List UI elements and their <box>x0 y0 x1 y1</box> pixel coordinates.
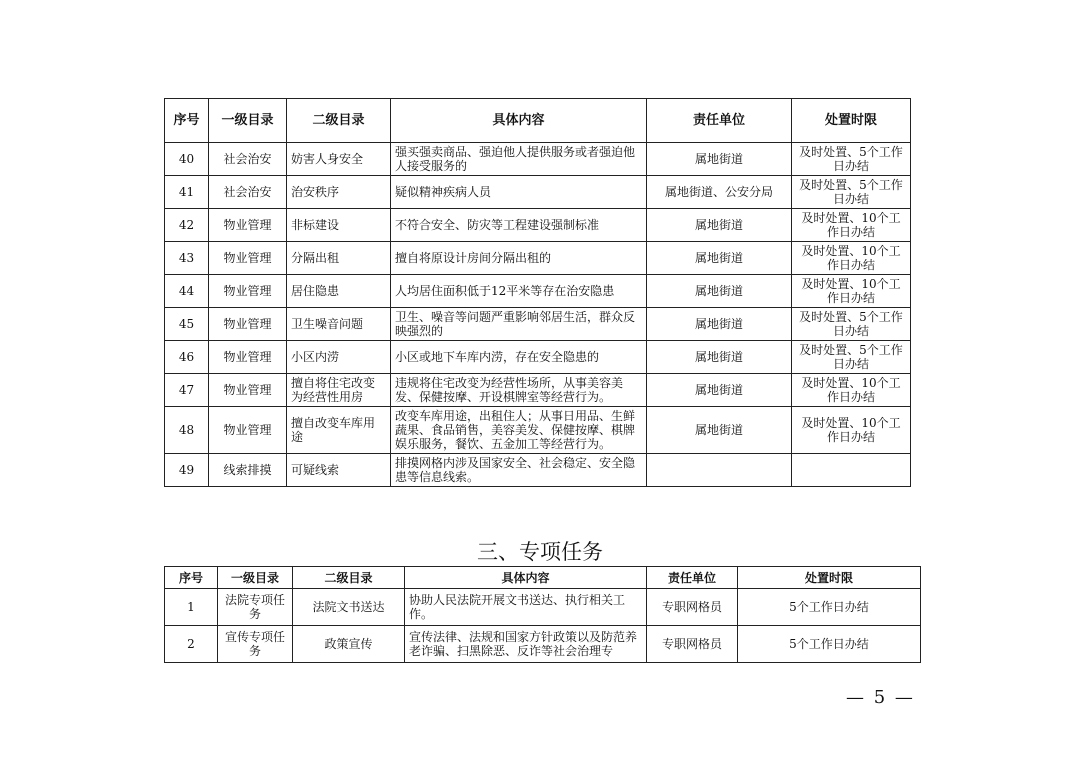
cell-level2: 卫生噪音问题 <box>287 308 391 341</box>
cell-deadline: 及时处置、5个工作日办结 <box>792 341 911 374</box>
header-deadline: 处置时限 <box>792 99 911 143</box>
header-content: 具体内容 <box>405 567 647 589</box>
cell-unit: 属地街道 <box>647 374 792 407</box>
table-header-row <box>165 567 921 589</box>
table-row <box>165 407 911 454</box>
cell-deadline: 及时处置、10个工作日办结 <box>792 242 911 275</box>
cell-deadline: 及时处置、10个工作日办结 <box>792 275 911 308</box>
cell-deadline: 及时处置、10个工作日办结 <box>792 374 911 407</box>
cell-level2: 居住隐患 <box>287 275 391 308</box>
cell-level1: 法院专项任务 <box>218 589 293 626</box>
header-no: 序号 <box>165 99 209 143</box>
cell-unit: 属地街道 <box>647 341 792 374</box>
cell-unit: 属地街道 <box>647 275 792 308</box>
cell-content: 协助人民法院开展文书送达、执行相关工作。 <box>405 589 647 626</box>
cell-deadline <box>792 454 911 487</box>
table-row <box>165 143 911 176</box>
table-row <box>165 589 921 626</box>
table-row <box>165 308 911 341</box>
header-level2: 二级目录 <box>287 99 391 143</box>
table-row <box>165 626 921 663</box>
cell-level1: 社会治安 <box>209 176 287 209</box>
cell-level2: 治安秩序 <box>287 176 391 209</box>
cell-no: 1 <box>165 589 218 626</box>
cell-level2: 政策宣传 <box>293 626 405 663</box>
cell-deadline: 及时处置、10个工作日办结 <box>792 407 911 454</box>
cell-unit: 专职网格员 <box>647 589 738 626</box>
cell-unit: 专职网格员 <box>647 626 738 663</box>
cell-level1: 物业管理 <box>209 341 287 374</box>
cell-content: 人均居住面积低于12平米等存在治安隐患 <box>391 275 647 308</box>
task-table <box>164 98 911 487</box>
cell-content: 疑似精神疾病人员 <box>391 176 647 209</box>
cell-no: 47 <box>165 374 209 407</box>
header-no: 序号 <box>165 567 218 589</box>
cell-level1: 物业管理 <box>209 275 287 308</box>
cell-level2: 小区内涝 <box>287 341 391 374</box>
cell-no: 41 <box>165 176 209 209</box>
header-level1: 一级目录 <box>209 99 287 143</box>
cell-level1: 社会治安 <box>209 143 287 176</box>
cell-content: 改变车库用途，出租住人；从事日用品、生鲜蔬果、食品销售，美容美发、保健按摩、棋牌娱乐服务，餐饮、五金加工等经营行为。 <box>391 407 647 454</box>
cell-content: 小区或地下车库内涝，存在安全隐患的 <box>391 341 647 374</box>
cell-level2: 法院文书送达 <box>293 589 405 626</box>
cell-level2: 非标建设 <box>287 209 391 242</box>
cell-no: 44 <box>165 275 209 308</box>
cell-content: 排摸网格内涉及国家安全、社会稳定、安全隐患等信息线索。 <box>391 454 647 487</box>
table-row <box>165 374 911 407</box>
page-number: — 5 — <box>846 687 915 708</box>
cell-deadline: 5个工作日办结 <box>738 589 921 626</box>
header-unit: 责任单位 <box>647 567 738 589</box>
header-unit: 责任单位 <box>647 99 792 143</box>
cell-no: 40 <box>165 143 209 176</box>
header-content: 具体内容 <box>391 99 647 143</box>
cell-content-text: 宣传法律、法规和国家方针政策以及防范养老诈骗、扫黑除恶、反诈等社会治理专 <box>409 630 638 658</box>
cell-unit: 属地街道 <box>647 407 792 454</box>
table-row <box>165 275 911 308</box>
table-row <box>165 454 911 487</box>
cell-level1: 物业管理 <box>209 242 287 275</box>
cell-content: 违规将住宅改变为经营性场所，从事美容美发、保健按摩、开设棋牌室等经营行为。 <box>391 374 647 407</box>
table-row <box>165 341 911 374</box>
special-task-table <box>164 566 921 663</box>
cell-level2: 分隔出租 <box>287 242 391 275</box>
cell-unit: 属地街道 <box>647 209 792 242</box>
cell-no: 48 <box>165 407 209 454</box>
cell-deadline: 及时处置、5个工作日办结 <box>792 143 911 176</box>
cell-no: 42 <box>165 209 209 242</box>
cell-no: 45 <box>165 308 209 341</box>
cell-level1: 物业管理 <box>209 374 287 407</box>
cell-deadline: 及时处置、5个工作日办结 <box>792 308 911 341</box>
cell-unit: 属地街道 <box>647 242 792 275</box>
cell-level2: 可疑线索 <box>287 454 391 487</box>
section-title: 三、专项任务 <box>477 540 603 564</box>
cell-content: 不符合安全、防灾等工程建设强制标准 <box>391 209 647 242</box>
cell-deadline: 及时处置、10个工作日办结 <box>792 209 911 242</box>
cell-level2: 擅自改变车库用途 <box>287 407 391 454</box>
cell-level1: 线索排摸 <box>209 454 287 487</box>
cell-level1: 物业管理 <box>209 209 287 242</box>
cell-no: 43 <box>165 242 209 275</box>
table-row <box>165 176 911 209</box>
cell-level1: 物业管理 <box>209 308 287 341</box>
cell-content: 擅自将原设计房间分隔出租的 <box>391 242 647 275</box>
header-level2: 二级目录 <box>293 567 405 589</box>
table-row <box>165 242 911 275</box>
cell-no: 49 <box>165 454 209 487</box>
header-level1: 一级目录 <box>218 567 293 589</box>
cell-no: 46 <box>165 341 209 374</box>
cell-no: 2 <box>165 626 218 663</box>
table-row <box>165 209 911 242</box>
header-deadline: 处置时限 <box>738 567 921 589</box>
cell-unit <box>647 454 792 487</box>
cell-content <box>405 626 647 663</box>
cell-unit: 属地街道 <box>647 143 792 176</box>
cell-content: 强买强卖商品、强迫他人提供服务或者强迫他人接受服务的 <box>391 143 647 176</box>
cell-unit: 属地街道 <box>647 308 792 341</box>
cell-unit: 属地街道、公安分局 <box>647 176 792 209</box>
cell-level2: 妨害人身安全 <box>287 143 391 176</box>
cell-content: 卫生、噪音等问题严重影响邻居生活，群众反映强烈的 <box>391 308 647 341</box>
cell-deadline: 5个工作日办结 <box>738 626 921 663</box>
cell-level1: 宣传专项任务 <box>218 626 293 663</box>
cell-level1: 物业管理 <box>209 407 287 454</box>
cell-level2: 擅自将住宅改变为经营性用房 <box>287 374 391 407</box>
table-header-row <box>165 99 911 143</box>
cell-deadline: 及时处置、5个工作日办结 <box>792 176 911 209</box>
